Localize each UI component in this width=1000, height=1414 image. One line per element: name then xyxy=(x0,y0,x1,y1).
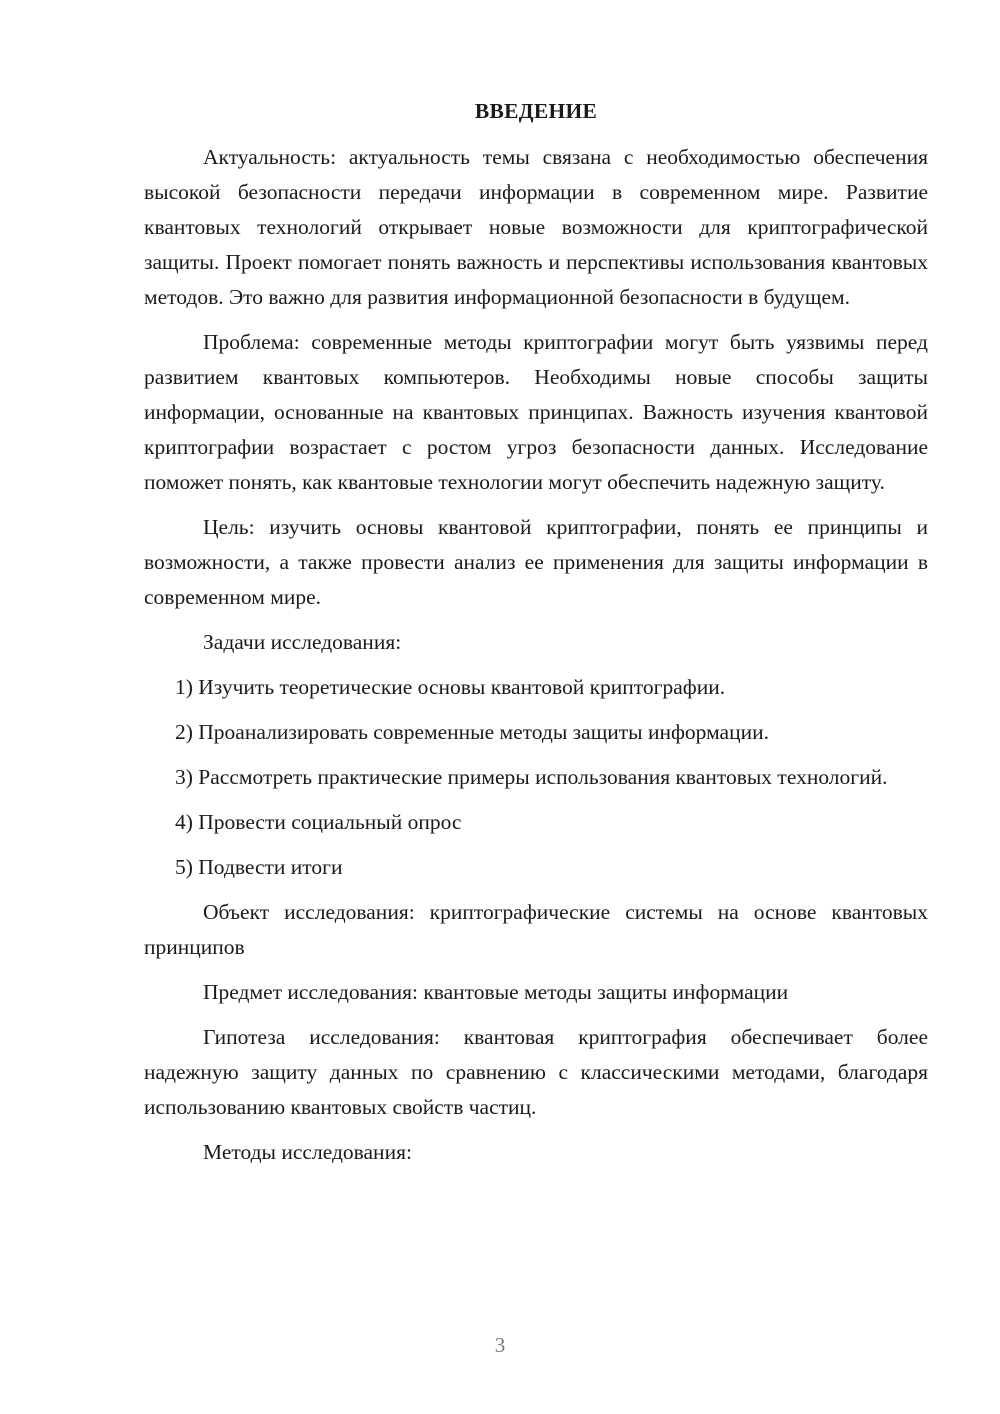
paragraph-hypothesis: Гипотеза исследования: квантовая криптография обеспечивает более надежную защиту данных по сравнению с классическими методами, благодаря использованию квантовых свойств частиц. xyxy=(144,1025,928,1119)
paragraph-methods: Методы исследования: xyxy=(203,1140,412,1164)
paragraph-subject: Предмет исследования: квантовые методы защиты информации xyxy=(203,980,789,1004)
page-number: 3 xyxy=(494,1333,506,1357)
section-title: ВВЕДЕНИЕ xyxy=(474,99,598,123)
paragraph-tasks-heading: Задачи исследования: xyxy=(203,630,402,654)
task-item-5: 5) Подвести итоги xyxy=(175,855,343,879)
task-item-1: 1) Изучить теоретические основы квантовой криптографии. xyxy=(175,675,726,699)
task-item-2: 2) Проанализировать современные методы защиты информации. xyxy=(175,720,769,744)
task-item-4: 4) Провести социальный опрос xyxy=(175,810,462,834)
paragraph-relevance: Актуальность: актуальность темы связана с необходимостью обеспечения высокой безопасности передачи информации в современном мире. Развитие квантовых технологий открывает новые возможности для криптографической защиты. Проект помогает понять важность и перспективы использования квантовых методов. Это важно для развития информационной безопасности в будущем. xyxy=(144,145,928,309)
document-page xyxy=(144,96,928,1180)
paragraph-goal: Цель: изучить основы квантовой криптографии, понять ее принципы и возможности, а также провести анализ ее применения для защиты информации в современном мире. xyxy=(144,515,928,609)
task-item-3: 3) Рассмотреть практические примеры использования квантовых технологий. xyxy=(175,765,888,789)
paragraph-object: Объект исследования: криптографические системы на основе квантовых принципов xyxy=(144,900,928,959)
paragraph-problem: Проблема: современные методы криптографии могут быть уязвимы перед развитием квантовых компьютеров. Необходимы новые способы защиты информации, основанные на квантовых принципах. Важность изучения квантовой криптографии возрастает с ростом угроз безопасности данных. Исследование поможет понять, как квантовые технологии могут обеспечить надежную защиту. xyxy=(144,330,928,494)
